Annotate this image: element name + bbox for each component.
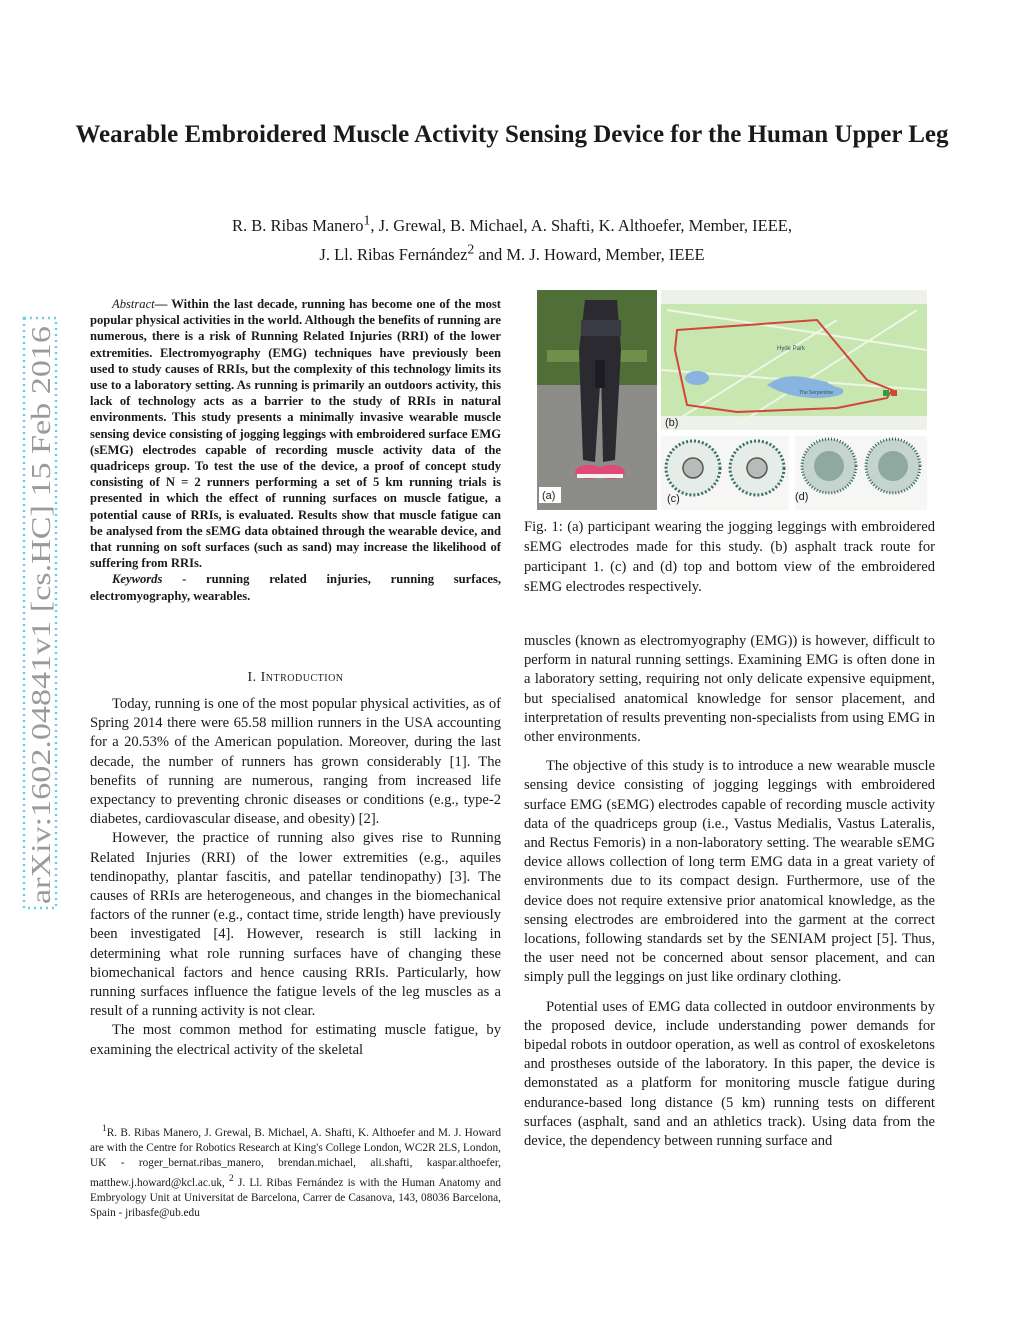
panel-d-electrodes-bottom [795, 436, 927, 510]
map-label-park: Hyde Park [777, 346, 806, 352]
panel-d-label: (d) [795, 491, 809, 503]
panel-a-photo [537, 290, 657, 510]
panel-b-label: (b) [665, 417, 679, 429]
paper-title: Wearable Embroidered Muscle Activity Sensing Device for the Human Upper Leg [75, 121, 949, 148]
panel-b-map [661, 290, 927, 430]
footnote: $^1$R. B. Ribas Manero, J. Grewal, B. Michael, A. Shafti, K. Althoefer and M. J. Howard are with the Centre for Robotics Research at King's College London, WC2R 2LS, London, UK - roger_bernat.ribas_manero, brendan.michael, ali.shafti, kaspar.althoefer, matthew.j.howard@kcl.ac.uk, $^2$ J. Ll. Ribas Fernández is with the Human Anatomy and Embryology Unit at Universitat de Barcelona, Carrer de Casanova, 143, 08036 Barcelona, Spain - jribasfe@ub.edu [90, 1124, 501, 1220]
author-line-2: J. Ll. Ribas Fernández$^2$ and M. J. Howard, Member, IEEE [319, 241, 705, 264]
figure-1 [537, 290, 927, 510]
arxiv-id: arXiv:1602.04841v1 [cs.HC] 15 Feb 2016 [26, 446, 56, 904]
intro-right-column [524, 632, 935, 1151]
panel-c-label: (c) [667, 493, 680, 505]
arxiv-stamp [22, 316, 58, 910]
author-list [90, 208, 934, 267]
panel-a-label: (a) [542, 490, 556, 502]
body-paragraph: Potential uses of EMG data collected in outdoor environments by the proposed device, include understanding power demands for bipedal robots in outdoor operation, as well as control of exoskeletons and prostheses outside of the laboratory. In this paper, the device is demonstated as a platform for monitoring muscle fatigue during endurance-based long distance (5 km) running tests on different surfaces (asphalt, sand and an athletics track). Using data from the device, the dependency between running surface and [524, 998, 935, 1150]
section-heading: I. Introduction [247, 670, 344, 685]
figure-caption: Fig. 1: (a) participant wearing the jogging leggings with embroidered sEMG electrodes made for this study. (b) asphalt track route for participant 1. (c) and (d) top and bottom view of the embroidered sEMG electrodes respectively. [524, 519, 935, 595]
abstract [90, 296, 501, 604]
panel-c-electrodes-top [661, 436, 789, 510]
author-line-1: R. B. Ribas Manero$^1$, J. Grewal, B. Michael, A. Shafti, K. Althoefer, Member, IEEE, [231, 212, 793, 235]
map-label-serpentine: The Serpentine [799, 390, 834, 396]
body-paragraph: The objective of this study is to introduce a new wearable muscle sensing device consisting of jogging leggings with embroidered surface EMG (sEMG) electrodes capable of recording muscle activity data of the quadriceps group (i.e., Vastus Medialis, Vastus Lateralis, and Rectus Femoris) in a non-laboratory setting. The wearable sEMG device allows collection of long term EMG data in a great variety of environments due to its compact design. Furthermore, use of the device does not require extensive prior anatomical knowledge, as the sensing electrodes are embroidered into the garment at the correct locations, following standards set by the SENIAM project [5]. Thus, the user need not be concerned about sensor placement, and can simply pull the leggings on just like ordinary clothing. [524, 758, 935, 986]
body-paragraph: The most common method for estimating muscle fatigue, by examining the electrical activity of the skeletal [90, 1022, 501, 1058]
body-paragraph: muscles (known as electromyography (EMG)) is however, difficult to perform in natural running settings. Examining EMG is often done in a laboratory setting, requiring not only delicate expensive equipment, but specialised anatomical knowledge for sensor placement, and interpretation of results preventing non-specialists from using EMG in other environments. [524, 633, 935, 746]
body-paragraph: However, the practice of running also gives rise to Running Related Injuries (RRI) of the lower extremities (e.g., aquiles tendinopathy, plantar fascitis, and patellar tendinopathy) [3]. The causes of RRIs are heterogeneous, and changes in the biomechanical factors of the runner (e.g., contact time, stride length) have previously been investigated [4]. However, research is still lacking in determining what role running surfaces have of changing these biomechanical factors and hence causing RRIs. Particularly, how running surfaces influence the fatigue levels of the leg muscles as a result of a running activity is not clear. [90, 830, 501, 1020]
intro-left-column [90, 695, 501, 1060]
abstract-paragraph: Abstract— Within the last decade, running has become one of the most popular physical activities in the world. Although the benefits of running are numerous, there is a risk of Running Related Injuries (RRI) of the lower extremities. Electromyography (EMG) techniques have previously been used to study causes of RRIs, but the complexity of this technology limits its use to a laboratory setting. As running is primarily an outdoors activity, this lack of technology acts as a barrier to the study of RRIs in natural environments. This study presents a minimally invasive wearable muscle sensing device consisting of jogging leggings with embroidered surface EMG (sEMG) electrodes capable of recording muscle activity data of the quadriceps group. To test the use of the device, a proof of concept study consisting of N = 2 runners performing a set of 5 km running trials is presented in which the effect of running surfaces on muscle fatigue, a potential cause of RRIs, is evaluated. Results show that muscle fatigue can be analysed from the sEMG data obtained through the wearable device, and that running on soft surfaces (such as sand) may increase the likelihood of suffering from RRIs. [90, 297, 502, 571]
body-paragraph: Today, running is one of the most popular physical activities, as of Spring 2014 there were 65.58 million runners in the USA accounting for a 20.53% of the American population. Moreover, during the last decade, the number of runners has grown considerably [1]. The benefits of running are numerous, ranging from increased life expectancy to preventing chronic diseases or conditions (e.g., type-2 diabetes, cardiovascular disease, and obesity) [2]. [90, 696, 501, 828]
keywords: Keywords - running related injuries, running surfaces, electromyography, wearables. [90, 572, 501, 603]
